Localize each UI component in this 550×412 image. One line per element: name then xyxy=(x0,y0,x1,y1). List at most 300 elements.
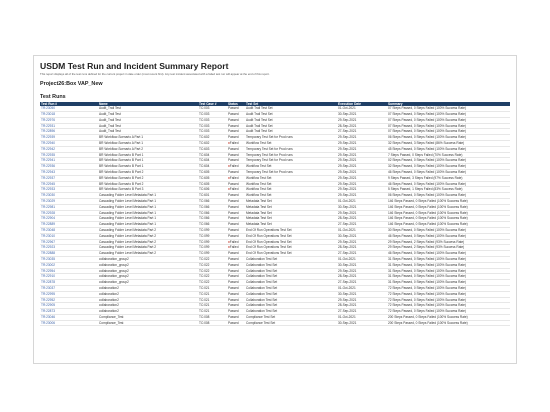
status-text: Failed xyxy=(229,175,239,180)
status-text: Passed xyxy=(228,117,239,122)
col-header-name: Name xyxy=(98,102,198,106)
x-mark-icon: x xyxy=(228,187,230,192)
table-body xyxy=(40,106,510,326)
status-text: Passed xyxy=(228,112,239,116)
run-name: Compliance_Test xyxy=(98,314,198,320)
run-id-link[interactable]: TR:23010 xyxy=(40,233,98,239)
table-row[interactable] xyxy=(40,239,510,245)
test-set: Collaboration Test Set xyxy=(245,291,337,297)
run-name: Cascading Folder Level Metadata Part 1 xyxy=(98,222,198,228)
execution-date: 27-Sep-2021 xyxy=(337,222,387,228)
run-name: collaboration_group2 xyxy=(98,280,198,286)
execution-date: 01-Oct-2021 xyxy=(337,285,387,291)
test-set: Temporary Test Set for Prod runs xyxy=(245,169,337,175)
test-case-id: TC:066 xyxy=(198,210,227,216)
run-summary: 06 Steps Passed, 0 Steps Failed (100% Success Rate) xyxy=(387,193,510,199)
run-summary: 06 Steps Passed, 0 Steps Failed (100% Success Rate) xyxy=(387,135,510,141)
run-id-link[interactable]: TR:23018 xyxy=(40,112,98,118)
test-case-id: TC:022 xyxy=(198,262,227,268)
status-cell xyxy=(227,320,245,326)
run-id-link[interactable]: TR:23046 xyxy=(40,314,98,320)
status-text: Passed xyxy=(228,135,239,140)
run-name: Audit_Trail Test xyxy=(98,129,198,135)
execution-date: 29-Sep-2021 xyxy=(337,117,387,123)
run-summary: 29 Steps Passed, 2 Steps Failed (93% Success Rate) xyxy=(387,239,510,245)
table-row[interactable] xyxy=(40,256,510,262)
report-page xyxy=(33,55,517,364)
status-text: Passed xyxy=(228,181,239,186)
test-set: Audit Trail Test Set xyxy=(245,106,337,111)
execution-date: 29-Sep-2021 xyxy=(337,140,387,146)
execution-date: 28-Sep-2021 xyxy=(337,274,387,280)
test-case-id: TC:099 xyxy=(198,245,227,251)
execution-date: 27-Sep-2021 xyxy=(337,309,387,315)
project-name: Project26:Box VAP_New xyxy=(40,81,103,87)
run-summary: 72 Steps Passed, 0 Steps Failed (100% Success Rate) xyxy=(387,297,510,303)
execution-date: 29-Sep-2021 xyxy=(337,158,387,164)
run-name: Audit_Trail Test xyxy=(98,106,198,111)
table-row[interactable] xyxy=(40,227,510,233)
test-set: Workflow Test Set xyxy=(245,181,337,187)
run-id-link[interactable]: TR:23029 xyxy=(40,198,98,204)
run-summary: 07 Steps Passed, 0 Steps Failed (100% Success Rate) xyxy=(387,129,510,135)
execution-date: 30-Sep-2021 xyxy=(337,262,387,268)
run-summary: 02 Steps Passed, 0 Steps Failed (100% Success Rate) xyxy=(387,158,510,164)
execution-date: 01-Oct-2021 xyxy=(337,198,387,204)
status-text: Passed xyxy=(228,274,239,279)
run-name: BR Workflow-Scenario B Part 1 xyxy=(98,152,198,158)
test-case-id: TC:099 xyxy=(198,251,227,257)
run-id-link[interactable]: TR:23048 xyxy=(40,227,98,233)
test-set: Audit Trail Test Set xyxy=(245,129,337,135)
test-case-id: TC:602 xyxy=(198,135,227,141)
run-summary: 31 Steps Passed, 0 Steps Failed (100% Success Rate) xyxy=(387,262,510,268)
run-id-link[interactable]: TR:22976 xyxy=(40,117,98,123)
run-name: Cascading Folder Level Metadata Part 1 xyxy=(98,216,198,222)
status-text: Passed xyxy=(228,146,239,151)
test-set: End Of Run Operations Test Set xyxy=(245,251,337,257)
test-set: Collaboration Test Set xyxy=(245,262,337,268)
status-text: Passed xyxy=(228,251,239,256)
status-text: Passed xyxy=(228,129,239,134)
table-row[interactable] xyxy=(40,268,510,274)
run-id-link[interactable]: TR:23035 xyxy=(40,256,98,262)
test-set: Metadata Test Set xyxy=(245,204,337,210)
test-case-id: TC:003 xyxy=(198,117,227,123)
test-case-id: TC:099 xyxy=(198,233,227,239)
run-name: BR Workflow-Scenario A Part 1 xyxy=(98,140,198,146)
run-name: BR Workflow-Scenario B Part 2 xyxy=(98,169,198,175)
test-case-id: TC:099 xyxy=(198,239,227,245)
status-text: Passed xyxy=(228,309,239,314)
test-set: Temporary Test Set for Prod runs xyxy=(245,152,337,158)
status-text: Failed xyxy=(229,187,239,192)
run-id-link[interactable]: TR:22942 xyxy=(40,146,98,152)
execution-date: 29-Sep-2021 xyxy=(337,152,387,158)
execution-date: 29-Sep-2021 xyxy=(337,297,387,303)
table-row[interactable] xyxy=(40,297,510,303)
run-summary: 46 Steps Passed, 0 Steps Failed (100% Success Rate) xyxy=(387,251,510,257)
test-set: Collaboration Test Set xyxy=(245,280,337,286)
run-name: collaboration2 xyxy=(98,303,198,309)
status-text: Passed xyxy=(228,314,239,319)
table-row[interactable] xyxy=(40,135,510,141)
test-case-id: TC:602 xyxy=(198,140,227,146)
run-name: Cascading Folder Level Metadata Part 2 xyxy=(98,251,198,257)
test-set: Metadata Test Set xyxy=(245,216,337,222)
test-set: Workflow Test Set xyxy=(245,164,337,170)
status-text: Passed xyxy=(228,193,239,198)
run-name: BR Workflow-Scenario B Part 1 xyxy=(98,164,198,170)
run-name: collaboration2 xyxy=(98,291,198,297)
test-case-id: TC:604 xyxy=(198,158,227,164)
run-summary: 46 Steps Passed, 0 Steps Failed (100% Success Rate) xyxy=(387,233,510,239)
run-summary: 31 Steps Passed, 0 Steps Failed (100% Success Rate) xyxy=(387,274,510,280)
run-summary: 146 Steps Passed, 0 Steps Failed (100% Success Rate) xyxy=(387,204,510,210)
status-text: Passed xyxy=(228,262,239,267)
table-row[interactable] xyxy=(40,285,510,291)
run-id-link[interactable]: TR:23006 xyxy=(40,320,98,326)
test-set: Collaboration Test Set xyxy=(245,256,337,262)
run-id-link[interactable]: TR:23037 xyxy=(40,285,98,291)
test-case-id: TC:606 xyxy=(198,187,227,193)
execution-date: 29-Sep-2021 xyxy=(337,187,387,193)
run-summary: 32 Steps Passed, 0 Steps Failed (100% Success Rate) xyxy=(387,164,510,170)
col-header-summary: Summary xyxy=(387,102,510,106)
table-row[interactable] xyxy=(40,291,510,297)
test-set: Audit Trail Test Set xyxy=(245,112,337,118)
status-text: Passed xyxy=(228,233,239,238)
test-case-id: TC:021 xyxy=(198,303,227,309)
test-set: Audit Trail Test Set xyxy=(245,117,337,123)
x-mark-icon: x xyxy=(228,245,230,250)
status-text: Passed xyxy=(228,268,239,273)
run-name: Audit_Trail Test xyxy=(98,123,198,129)
status-text: Passed xyxy=(228,152,239,157)
run-id-link[interactable]: TR:22952 xyxy=(40,297,98,303)
run-id-link[interactable]: TR:23002 xyxy=(40,262,98,268)
x-mark-icon: x xyxy=(228,140,230,145)
run-id-link[interactable]: TR:22910 xyxy=(40,274,98,280)
run-summary: 72 Steps Passed, 0 Steps Failed (100% Success Rate) xyxy=(387,291,510,297)
execution-date: 30-Sep-2021 xyxy=(337,291,387,297)
execution-date: 27-Sep-2021 xyxy=(337,129,387,135)
x-mark-icon: x xyxy=(228,239,230,244)
x-mark-icon: x xyxy=(228,175,230,180)
status-text: Passed xyxy=(228,285,239,290)
execution-date: 29-Sep-2021 xyxy=(337,164,387,170)
run-name: BR Workflow-Scenario B Part 2 xyxy=(98,181,198,187)
status-text: Passed xyxy=(228,320,239,325)
run-name: collaboration_group2 xyxy=(98,268,198,274)
table-row[interactable] xyxy=(40,233,510,239)
test-set: Metadata Test Set xyxy=(245,210,337,216)
run-summary: 07 Steps Passed, 0 Steps Failed (100% Success Rate) xyxy=(387,123,510,129)
test-case-id: TC:604 xyxy=(198,164,227,170)
test-case-id: TC:022 xyxy=(198,274,227,280)
run-name: Cascading Folder Level Metadata Part 1 xyxy=(98,198,198,204)
table-row[interactable] xyxy=(40,274,510,280)
col-header-date: Execution Date xyxy=(337,102,387,106)
status-text: Passed xyxy=(228,222,239,227)
run-name: collaboration_group2 xyxy=(98,256,198,262)
execution-date: 01-Oct-2021 xyxy=(337,227,387,233)
run-summary: 30 Steps Passed, 0 Steps Failed (100% Success Rate) xyxy=(387,227,510,233)
col-header-run: Test Run # xyxy=(40,102,98,106)
status-text: Passed xyxy=(228,216,239,221)
execution-date: 29-Sep-2021 xyxy=(337,239,387,245)
table-row[interactable] xyxy=(40,245,510,251)
test-case-id: TC:022 xyxy=(198,256,227,262)
test-case-id: TC:066 xyxy=(198,198,227,204)
test-case-id: TC:021 xyxy=(198,297,227,303)
test-set: Metadata Test Set xyxy=(245,198,337,204)
test-case-id: TC:008 xyxy=(198,314,227,320)
execution-date: 27-Sep-2021 xyxy=(337,251,387,257)
run-id-link[interactable]: TR:22873 xyxy=(40,309,98,315)
table-row[interactable] xyxy=(40,251,510,257)
run-id-link[interactable]: TR:22933 xyxy=(40,187,98,193)
run-summary: 72 Steps Passed, 0 Steps Failed (100% Success Rate) xyxy=(387,309,510,315)
test-case-id: TC:021 xyxy=(198,285,227,291)
run-summary: 9 Steps Passed, 3 Steps Failed (97% Success Rate) xyxy=(387,175,510,181)
status-text: Passed xyxy=(228,303,239,308)
test-set: End Of Run Operations Test Set xyxy=(245,233,337,239)
test-set: Collaboration Test Set xyxy=(245,297,337,303)
execution-date: 30-Sep-2021 xyxy=(337,320,387,326)
run-id-link[interactable]: TR:23030 xyxy=(40,193,98,199)
table-row[interactable] xyxy=(40,169,510,175)
run-summary: 46 Steps Passed, 0 Steps Failed (100% Success Rate) xyxy=(387,181,510,187)
execution-date: 29-Sep-2021 xyxy=(337,135,387,141)
execution-date: 01-Oct-2021 xyxy=(337,314,387,320)
run-id-link[interactable]: TR:22935 xyxy=(40,152,98,158)
test-case-id: TC:022 xyxy=(198,280,227,286)
run-summary: 31 Steps Passed, 0 Steps Failed (100% Success Rate) xyxy=(387,280,510,286)
status-text: Failed xyxy=(229,140,239,145)
test-case-id: TC:003 xyxy=(198,129,227,135)
run-name: collaboration2 xyxy=(98,297,198,303)
test-set: Temporary Test Set for Prod runs xyxy=(245,158,337,164)
execution-date: 29-Sep-2021 xyxy=(337,169,387,175)
run-id-link[interactable]: TR:22967 xyxy=(40,239,98,245)
run-id-link[interactable]: TR:22888 xyxy=(40,251,98,257)
section-title: Test Runs xyxy=(40,94,66,100)
run-name: Cascading Folder Level Metadata Part 1 xyxy=(98,210,198,216)
run-id-link[interactable]: TR:22981 xyxy=(40,204,98,210)
execution-date: 28-Sep-2021 xyxy=(337,245,387,251)
test-case-id: TC:603 xyxy=(198,146,227,152)
execution-date: 01-Oct-2021 xyxy=(337,256,387,262)
run-id-link[interactable]: TR:22928 xyxy=(40,210,98,216)
run-name: Cascading Folder Level Metadata Part 2 xyxy=(98,227,198,233)
run-name: Compliance_Test xyxy=(98,320,198,326)
col-header-set: Test Set xyxy=(245,102,337,106)
test-case-id: TC:601 xyxy=(198,193,227,199)
status-text: Failed xyxy=(229,245,239,250)
status-text: Failed xyxy=(229,239,239,244)
execution-date: 29-Sep-2021 xyxy=(337,175,387,181)
test-set: Collaboration Test Set xyxy=(245,274,337,280)
run-id-link[interactable]: TR:22954 xyxy=(40,268,98,274)
table-row[interactable] xyxy=(40,309,510,315)
table-row[interactable] xyxy=(40,280,510,286)
run-name: collaboration2 xyxy=(98,285,198,291)
test-case-id: TC:021 xyxy=(198,291,227,297)
run-summary: 146 Steps Passed, 0 Steps Failed (100% Success Rate) xyxy=(387,216,510,222)
execution-date: 30-Sep-2021 xyxy=(337,112,387,118)
test-case-id: TC:008 xyxy=(198,320,227,326)
test-case-id: TC:003 xyxy=(198,123,227,129)
run-summary: 07 Steps Passed, 0 Steps Failed (100% Success Rate) xyxy=(387,112,510,118)
table-row[interactable] xyxy=(40,152,510,158)
test-case-id: TC:604 xyxy=(198,152,227,158)
status-text: Passed xyxy=(228,204,239,209)
run-id-link[interactable]: TR:22943 xyxy=(40,169,98,175)
run-name: Cascading Folder Level Metadata Part 2 xyxy=(98,239,198,245)
run-summary: 200 Steps Passed, 0 Steps Failed (100% Success Rate) xyxy=(387,320,510,326)
status-text: Passed xyxy=(228,198,239,203)
test-case-id: TC:066 xyxy=(198,222,227,228)
table-row[interactable] xyxy=(40,158,510,164)
run-summary: 07 Steps Passed, 0 Steps Failed (100% Success Rate) xyxy=(387,106,510,111)
execution-date: 29-Sep-2021 xyxy=(337,146,387,152)
run-summary: 29 Steps Passed, 2 Steps Failed (93% Success Rate) xyxy=(387,245,510,251)
run-name: BR Workflow-Scenario B Part 3 xyxy=(98,187,198,193)
run-summary: 07 Steps Passed, 0 Steps Failed (100% Success Rate) xyxy=(387,117,510,123)
run-summary: 72 Steps Passed, 0 Steps Failed (100% Success Rate) xyxy=(387,285,510,291)
test-set: Workflow Test Set xyxy=(245,140,337,146)
test-set: Compliance Test Set xyxy=(245,320,337,326)
status-text: Passed xyxy=(228,280,239,285)
status-text: Passed xyxy=(228,227,239,232)
execution-date: 28-Sep-2021 xyxy=(337,123,387,129)
run-id-link[interactable]: TR:22889 xyxy=(40,222,98,228)
run-name: BR Workflow-Scenario A Part 1 xyxy=(98,135,198,141)
run-id-link[interactable]: TR:22931 xyxy=(40,123,98,129)
test-case-id: TC:022 xyxy=(198,268,227,274)
run-summary: 31 Steps Passed, 0 Steps Failed (100% Success Rate) xyxy=(387,256,510,262)
execution-date: 29-Sep-2021 xyxy=(337,193,387,199)
execution-date: 27-Sep-2021 xyxy=(337,280,387,286)
run-summary: 46 Steps Passed, 0 Steps Failed (100% Success Rate) xyxy=(387,169,510,175)
test-set: Collaboration Test Set xyxy=(245,309,337,315)
run-id-link[interactable]: TR:22905 xyxy=(40,303,98,309)
test-case-id: TC:066 xyxy=(198,204,227,210)
run-name: Cascading Folder Level Metadata Part 1 xyxy=(98,204,198,210)
execution-date: 29-Sep-2021 xyxy=(337,210,387,216)
execution-date: 29-Sep-2021 xyxy=(337,268,387,274)
run-name: Audit_Trail Test xyxy=(98,112,198,118)
run-name: collaboration_group2 xyxy=(98,274,198,280)
run-summary: 200 Steps Passed, 0 Steps Failed (100% Success Rate) xyxy=(387,314,510,320)
run-name: BR Workflow-Scenario A Part 2 xyxy=(98,146,198,152)
test-set: Collaboration Test Set xyxy=(245,303,337,309)
test-case-id: TC:605 xyxy=(198,181,227,187)
status-text: Passed xyxy=(228,106,239,111)
test-set: Workflow Test Set xyxy=(245,193,337,199)
run-summary: 146 Steps Passed, 0 Steps Failed (100% Success Rate) xyxy=(387,222,510,228)
test-case-id: TC:003 xyxy=(198,106,227,111)
test-case-id: TC:021 xyxy=(198,309,227,315)
run-summary: 72 Steps Passed, 0 Steps Failed (100% Success Rate) xyxy=(387,303,510,309)
run-summary: 45 Steps Passed, 0 Steps Failed (100% Success Rate) xyxy=(387,146,510,152)
status-text: Passed xyxy=(228,169,239,174)
run-id-link[interactable]: TR:22936 xyxy=(40,164,98,170)
test-set: Compliance Test Set xyxy=(245,314,337,320)
status-text: Passed xyxy=(228,210,239,215)
test-set: Workflow Test Set xyxy=(245,187,337,193)
run-id-link[interactable]: TR:22995 xyxy=(40,291,98,297)
run-id-link[interactable]: TR:23050 xyxy=(40,106,98,111)
test-case-id: TC:605 xyxy=(198,169,227,175)
run-summary: 146 Steps Passed, 0 Steps Failed (100% Success Rate) xyxy=(387,198,510,204)
run-id-link[interactable]: TR:22939 xyxy=(40,135,98,141)
execution-date: 30-Sep-2021 xyxy=(337,233,387,239)
table-row[interactable] xyxy=(40,303,510,309)
test-case-id: TC:003 xyxy=(198,112,227,118)
run-id-link[interactable]: TR:22945 xyxy=(40,181,98,187)
report-description: This report displays all of the test runs defined for the current project in date order (most recent first). Any test incident associated with a failed test run will appear at the end of this report. xyxy=(40,72,270,76)
report-title: USDM Test Run and Incident Summary Report xyxy=(40,61,229,71)
execution-date: 01-Oct-2021 xyxy=(337,106,387,111)
run-summary: 31 Steps Passed, 0 Steps Failed (100% Success Rate) xyxy=(387,268,510,274)
run-summary: 32 Steps Passed, 3 Steps Failed (86% Success Rate) xyxy=(387,140,510,146)
run-id-link[interactable]: TR:22940 xyxy=(40,140,98,146)
run-summary: 146 Steps Passed, 0 Steps Failed (100% Success Rate) xyxy=(387,210,510,216)
test-set: Metadata Test Set xyxy=(245,222,337,228)
status-text: Passed xyxy=(228,123,239,128)
execution-date: 28-Sep-2021 xyxy=(337,303,387,309)
run-name: Cascading Folder Level Metadata Part 2 xyxy=(98,233,198,239)
table-row[interactable] xyxy=(40,146,510,152)
status-text: Passed xyxy=(228,158,239,163)
status-text: Passed xyxy=(228,256,239,261)
run-id-link[interactable]: TR:22904 xyxy=(40,216,98,222)
col-header-status: Status xyxy=(227,102,245,106)
run-id-link[interactable]: TR:22937 xyxy=(40,175,98,181)
run-name: BR Workflow-Scenario B Part 2 xyxy=(98,175,198,181)
run-name: collaboration2 xyxy=(98,309,198,315)
run-name: BR Workflow-Scenario B Part 1 xyxy=(98,158,198,164)
table-row[interactable] xyxy=(40,314,510,320)
test-set: End Of Run Operations Test Set xyxy=(245,245,337,251)
test-set: End Of Run Operations Test Set xyxy=(245,239,337,245)
test-set: Audit Trail Test Set xyxy=(245,123,337,129)
test-set: Collaboration Test Set xyxy=(245,268,337,274)
run-id-link[interactable]: TR:22878 xyxy=(40,280,98,286)
x-mark-icon: x xyxy=(228,164,230,169)
status-text: Failed xyxy=(229,164,239,169)
run-name: Audit_Trail Test xyxy=(98,117,198,123)
execution-date: 28-Sep-2021 xyxy=(337,216,387,222)
run-name: collaboration_group2 xyxy=(98,262,198,268)
run-id-link[interactable]: TR:22923 xyxy=(40,245,98,251)
table-row[interactable] xyxy=(40,262,510,268)
run-id-link[interactable]: TR:22896 xyxy=(40,129,98,135)
test-set: Temporary Test Set for Prod runs xyxy=(245,146,337,152)
table-row[interactable] xyxy=(40,320,510,326)
run-id-link[interactable]: TR:22941 xyxy=(40,158,98,164)
status-text: Passed xyxy=(228,291,239,296)
run-summary: 7 Steps Passed, 0 Steps Failed (70% Success Rate) xyxy=(387,152,510,158)
run-name: Cascading Folder Level Metadata Part 1 xyxy=(98,193,198,199)
test-set: Workflow Test Set xyxy=(245,175,337,181)
test-set: Temporary Test Set for Prod runs xyxy=(245,135,337,141)
execution-date: 29-Sep-2021 xyxy=(337,181,387,187)
status-text: Passed xyxy=(228,297,239,302)
test-set: Collaboration Test Set xyxy=(245,285,337,291)
